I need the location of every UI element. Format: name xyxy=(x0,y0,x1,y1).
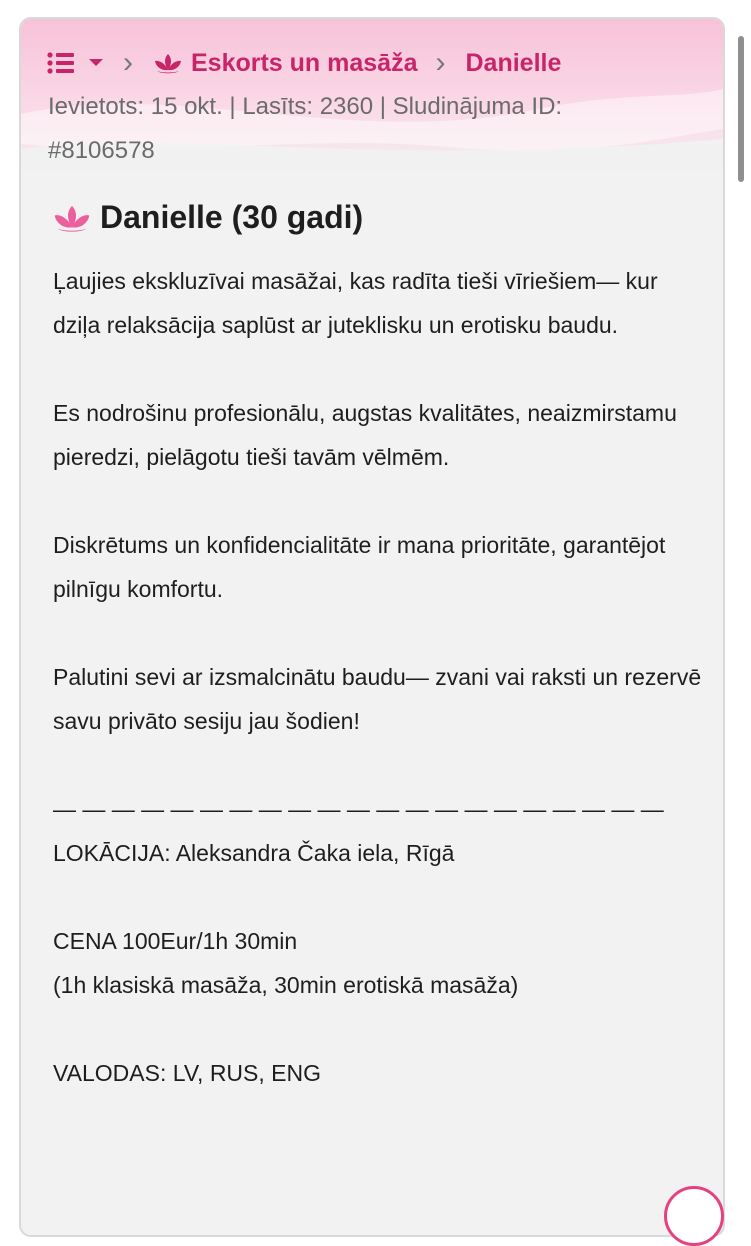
listing-meta: Ievietots: 15 okt. | Lasīts: 2360 | Sludinājuma ID: #8106578 xyxy=(48,93,563,164)
text-divider: — — — — — — — — — — — — — — — — — — — — — xyxy=(53,796,664,822)
lotus-icon xyxy=(52,203,92,233)
description-paragraph: Es nodrošinu profesionālu, augstas kvalitātes, neaizmirstamu pieredzi, pielāgotu tieši tavām vēlmēm. xyxy=(53,400,677,470)
listing-heading xyxy=(52,199,363,236)
listing-description xyxy=(53,259,708,1095)
scrollbar[interactable] xyxy=(738,36,744,182)
listing-card xyxy=(19,17,725,1237)
lotus-icon xyxy=(153,52,183,74)
chevron-right-icon: › xyxy=(435,46,446,79)
floating-action-button[interactable] xyxy=(664,1186,724,1246)
price-text: CENA 100Eur/1h 30min xyxy=(53,928,298,954)
location-text: LOKĀCIJA: Aleksandra Čaka iela, Rīgā xyxy=(53,840,455,866)
description-paragraph: Ļaujies ekskluzīvai masāžai, kas radīta tieši vīriešiem— kur dziļa relaksācija saplūst ar juteklisku un erotisku baudu. xyxy=(53,268,658,338)
breadcrumb xyxy=(47,47,561,79)
description-paragraph: Diskrētums un konfidencialitāte ir mana prioritāte, garantējot pilnīgu komfortu. xyxy=(53,532,666,602)
breadcrumb-current-label: Danielle xyxy=(465,48,562,77)
list-menu-icon xyxy=(47,52,75,74)
category-menu-button[interactable] xyxy=(47,52,105,74)
listing-title: Danielle (30 gadi) xyxy=(100,199,364,235)
breadcrumb-current-link[interactable] xyxy=(466,49,562,78)
chevron-right-icon: › xyxy=(123,46,133,79)
description-paragraph: Palutini sevi ar izsmalcinātu baudu— zvani vai raksti un rezervē savu privāto sesiju jau šodien! xyxy=(53,664,702,734)
breadcrumb-category-label: Eskorts un masāža xyxy=(191,48,418,77)
price-note: (1h klasiskā masāža, 30min erotiskā masāža) xyxy=(53,972,519,998)
breadcrumb-category-link[interactable] xyxy=(153,49,418,78)
languages-text: VALODAS: LV, RUS, ENG xyxy=(53,1060,322,1086)
chevron-down-icon xyxy=(87,57,105,69)
